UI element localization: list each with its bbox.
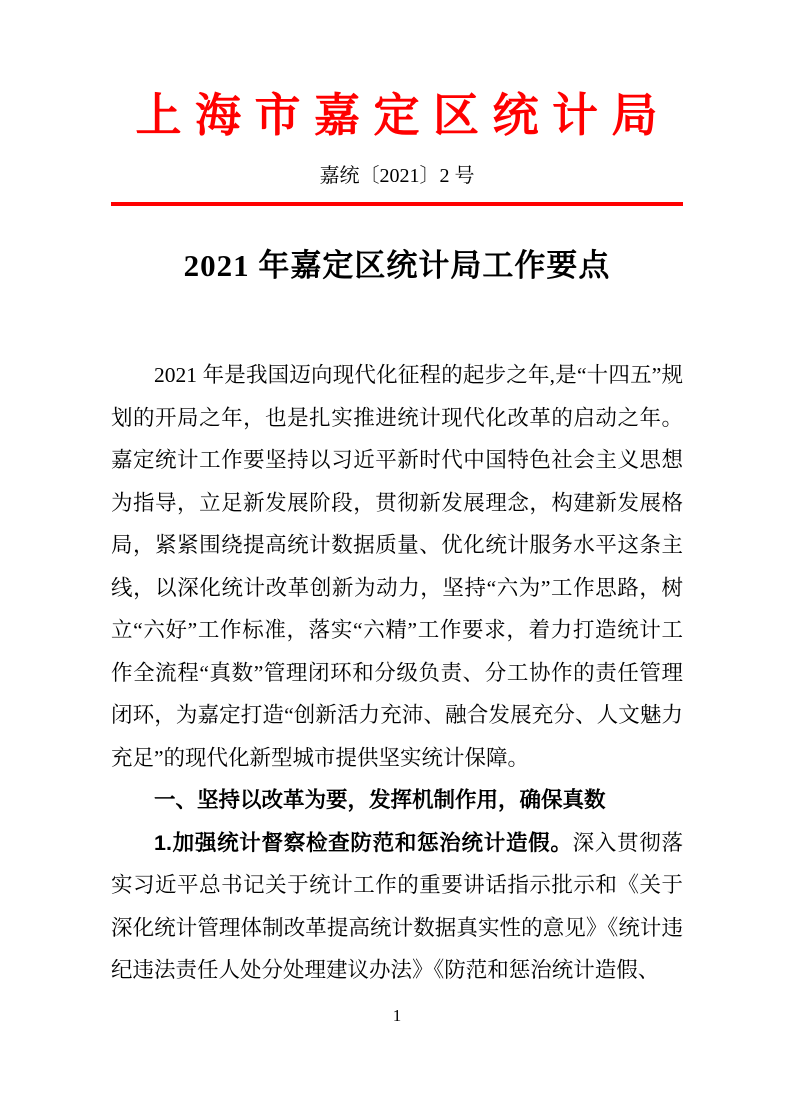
item-1-text: 深入贯彻落实习近平总书记关于统计工作的重要讲话指示批示和《关于深化统计管理体制改革提高统计数据真实性的意见》《统计违纪违法责任人处分处理建议办法》《防范和惩治统计造假、: [111, 830, 683, 982]
section-1-heading: 一、坚持以改革为要，发挥机制作用，确保真数: [154, 788, 606, 812]
item-1-lead: 1.加强统计督察检查防范和惩治统计造假。: [154, 830, 573, 855]
page-number: 1: [392, 1006, 402, 1025]
document-header: [111, 84, 683, 206]
page-footer: [0, 1005, 794, 1027]
document-number: 嘉统〔2021〕2 号: [319, 165, 475, 187]
item-1-paragraph: [111, 822, 683, 992]
red-divider: [111, 202, 683, 206]
document-body: [111, 354, 683, 992]
intro-paragraph: 2021 年是我国迈向现代化征程的起步之年,是“十四五”规划的开局之年，也是扎实推进统计现代化改革的启动之年。嘉定统计工作要坚持以习近平新时代中国特色社会主义思想为指导，立足新发展阶段，贯彻新发展理念，构建新发展格局，紧紧围绕提高统计数据质量、优化统计服务水平这条主线，以深化统计改革创新为动力，坚持“六为”工作思路，树立“六好”工作标准，落实“六精”工作要求，着力打造统计工作全流程“真数”管理闭环和分级负责、分工协作的责任管理闭环，为嘉定打造“创新活力充沛、融合发展充分、人文魅力充足”的现代化新型城市提供坚实统计保障。: [111, 363, 683, 770]
agency-name: 上 海 市 嘉 定 区 统 计 局: [135, 90, 659, 141]
document-title: 2021 年嘉定区统计局工作要点: [183, 248, 611, 283]
